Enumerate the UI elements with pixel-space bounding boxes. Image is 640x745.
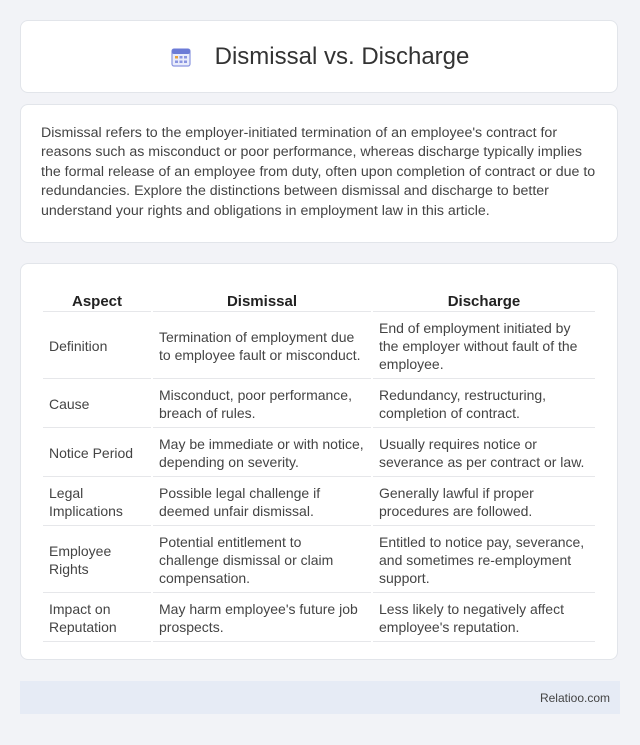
comparison-card	[20, 263, 618, 660]
intro-text: Dismissal refers to the employer-initiated termination of an employee's contract for reasons such as misconduct or poor performance, whereas discharge typically implies the formal release of an employee from duty, often upon completion of contract or due to redundancies. Explore the distinctions between dismissal and discharge to better understand your rights and obligations in employment law in this article.	[41, 125, 596, 219]
discharge-cell: Usually requires notice or severance as per contract or law.	[373, 428, 595, 477]
table-header-row	[43, 284, 595, 312]
discharge-cell: Generally lawful if proper procedures are followed.	[373, 477, 595, 526]
aspect-cell: Employee Rights	[43, 526, 151, 593]
dismissal-cell: Misconduct, poor performance, breach of rules.	[153, 379, 371, 428]
table-row	[43, 428, 595, 477]
header-dismissal: Dismissal	[153, 284, 371, 312]
aspect-cell: Definition	[43, 312, 151, 379]
discharge-cell: Less likely to negatively affect employee's reputation.	[373, 593, 595, 642]
header-aspect: Aspect	[43, 284, 151, 312]
discharge-cell: End of employment initiated by the employer without fault of the employee.	[373, 312, 595, 379]
footer-brand[interactable]: Relatioo.com	[539, 690, 610, 705]
discharge-cell: Redundancy, restructuring, completion of contract.	[373, 379, 595, 428]
table-row	[43, 526, 595, 593]
aspect-cell: Impact on Reputation	[43, 593, 151, 642]
comparison-table	[41, 284, 597, 642]
aspect-cell: Cause	[43, 379, 151, 428]
table-row	[43, 312, 595, 379]
table-row	[43, 379, 595, 428]
aspect-cell: Notice Period	[43, 428, 151, 477]
dismissal-cell: May harm employee's future job prospects.	[153, 593, 371, 642]
aspect-cell: Legal Implications	[43, 477, 151, 526]
calendar-icon	[169, 45, 193, 69]
dismissal-cell: Termination of employment due to employee fault or misconduct.	[153, 312, 371, 379]
table-row	[43, 593, 595, 642]
dismissal-cell: Possible legal challenge if deemed unfair dismissal.	[153, 477, 371, 526]
dismissal-cell: Potential entitlement to challenge dismissal or claim compensation.	[153, 526, 371, 593]
header-discharge: Discharge	[373, 284, 595, 312]
intro-card	[20, 104, 618, 243]
dismissal-cell: May be immediate or with notice, depending on severity.	[153, 428, 371, 477]
discharge-cell: Entitled to notice pay, severance, and sometimes re-employment support.	[373, 526, 595, 593]
page-title: Dismissal vs. Discharge	[214, 42, 470, 70]
title-card	[20, 20, 618, 93]
footer	[20, 681, 620, 714]
table-row	[43, 477, 595, 526]
